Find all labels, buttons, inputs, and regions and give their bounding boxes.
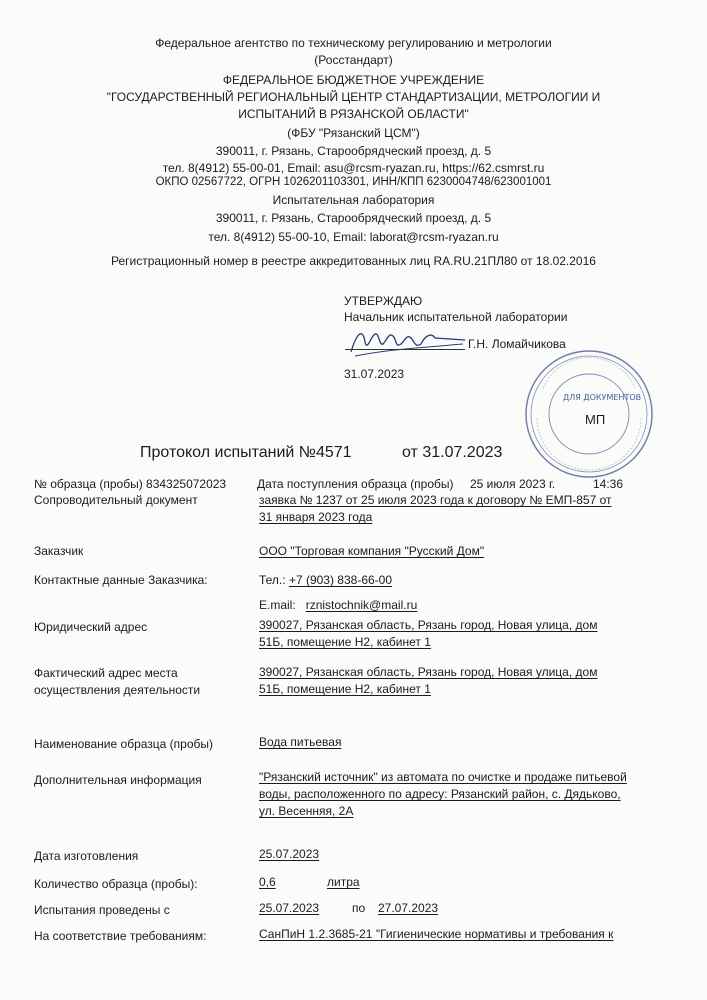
signature-icon — [345, 322, 470, 362]
actual-address-line-2: 51Б, помещение Н2, кабинет 1 — [259, 682, 431, 696]
stamp-text: ДЛЯ ДОКУМЕНТОВ — [563, 393, 642, 402]
sample-number: № образца (пробы) 834325072023 — [34, 477, 227, 491]
customer-label: Заказчик — [34, 544, 84, 558]
legal-address-line-2: 51Б, помещение Н2, кабинет 1 — [259, 635, 431, 649]
approval-date: 31.07.2023 — [344, 367, 405, 381]
requirements-value: СанПиН 1.2.3685-21 "Гигиенические нормативы и требования к — [259, 927, 614, 941]
institution-codes: ОКПО 02567722, ОГРН 1026201103301, ИНН/КПП 6230004748/623001001 — [155, 176, 552, 188]
phone-line — [259, 572, 392, 588]
accompanying-doc-line-2: 31 января 2023 года — [259, 510, 373, 524]
actual-address-line-1: 390027, Рязанская область, Рязань город, Новая улица, дом — [259, 665, 598, 679]
email-line — [259, 597, 417, 613]
tests-label: Испытания проведены с — [34, 903, 170, 917]
legal-address-line-1: 390027, Рязанская область, Рязань город, Новая улица, дом — [259, 618, 598, 632]
institution-line-3: ИСПЫТАНИЙ В РЯЗАНСКОЙ ОБЛАСТИ" — [238, 107, 469, 121]
signature-line — [345, 349, 465, 350]
phone-prefix: Тел.: — [259, 573, 289, 587]
institution-line-1: ФЕДЕРАЛЬНОЕ БЮДЖЕТНОЕ УЧРЕЖДЕНИЕ — [222, 73, 485, 87]
agency-short: (Росстандарт) — [314, 53, 393, 67]
registry-number: Регистрационный номер в реестре аккредитованных лиц RA.RU.21ПЛ80 от 18.02.2016 — [111, 254, 596, 268]
approver-name: Г.Н. Ломайчикова — [468, 337, 566, 351]
quantity-value: 0,6 — [259, 875, 276, 889]
quantity-unit: литра — [327, 875, 360, 889]
extra-info-line-2: воды, расположенного по адресу: Рязанский район, с. Дядьково, — [259, 787, 621, 801]
lab-address: 390011, г. Рязань, Старообрядческий проезд, д. 5 — [215, 211, 492, 225]
extra-info-line-3: ул. Весенняя, 2А — [259, 804, 354, 818]
customer-value: ООО "Торговая компания "Русский Дом" — [259, 544, 485, 558]
actual-address-label-1: Фактический адрес места — [34, 666, 178, 680]
agency-name: Федеральное агентство по техническому регулированию и метрологии — [155, 36, 552, 50]
contacts-label: Контактные данные Заказчика: — [34, 573, 208, 587]
accompanying-doc-line-1: заявка № 1237 от 25 июля 2023 года к договору № ЕМП-857 от — [259, 493, 612, 507]
quantity-label: Количество образца (пробы): — [34, 877, 198, 891]
protocol-date: от 31.07.2023 — [402, 444, 503, 461]
institution-line-2: "ГОСУДАРСТВЕННЫЙ РЕГИОНАЛЬНЫЙ ЦЕНТР СТАНДАРТИЗАЦИИ, МЕТРОЛОГИИ И — [106, 90, 601, 104]
receipt-date-label: Дата поступления образца (пробы) — [257, 477, 454, 491]
phone-value: +7 (903) 838-66-00 — [288, 573, 393, 587]
tests-to-label: по — [352, 901, 366, 915]
email-prefix: E.mail: — [259, 598, 296, 612]
institution-address: 390011, г. Рязань, Старообрядческий проезд, д. 5 — [215, 144, 492, 158]
lab-contacts: тел. 8(4912) 55-00-10, Email: laborat@rcsm-ryazan.ru — [208, 230, 499, 244]
approve-label: УТВЕРЖДАЮ — [344, 294, 423, 308]
manufacture-date-value: 25.07.2023 — [259, 847, 320, 861]
institution-contacts: тел. 8(4912) 55-00-01, Email: asu@rcsm-ryazan.ru, https://62.csmrst.ru — [162, 161, 545, 175]
legal-address-label: Юридический адрес — [34, 620, 148, 634]
institution-short: (ФБУ "Рязанский ЦСМ") — [287, 126, 420, 140]
accompanying-doc-label: Сопроводительный документ — [34, 493, 198, 507]
lab-title: Испытательная лаборатория — [272, 193, 435, 207]
protocol-title: Протокол испытаний №4571 — [140, 444, 352, 461]
manufacture-date-label: Дата изготовления — [34, 849, 139, 863]
email-value: rznistochnik@mail.ru — [305, 598, 418, 612]
mp-label: МП — [585, 412, 606, 427]
actual-address-label-2: осуществления деятельности — [34, 683, 201, 697]
sample-name-value: Вода питьевая — [259, 735, 342, 749]
sample-name-label: Наименование образца (пробы) — [34, 737, 213, 751]
extra-info-line-1: "Рязанский источник" из автомата по очистке и продаже питьевой — [259, 770, 627, 784]
approver-position: Начальник испытательной лаборатории — [344, 310, 568, 324]
requirements-label: На соответствие требованиям: — [34, 929, 207, 943]
extra-info-label: Дополнительная информация — [34, 773, 202, 787]
receipt-date: 25 июля 2023 г. — [470, 477, 556, 491]
stamp-seal-icon — [523, 348, 655, 480]
tests-to: 27.07.2023 — [378, 901, 439, 915]
tests-from: 25.07.2023 — [259, 901, 320, 915]
receipt-time: 14:36 — [593, 477, 624, 491]
